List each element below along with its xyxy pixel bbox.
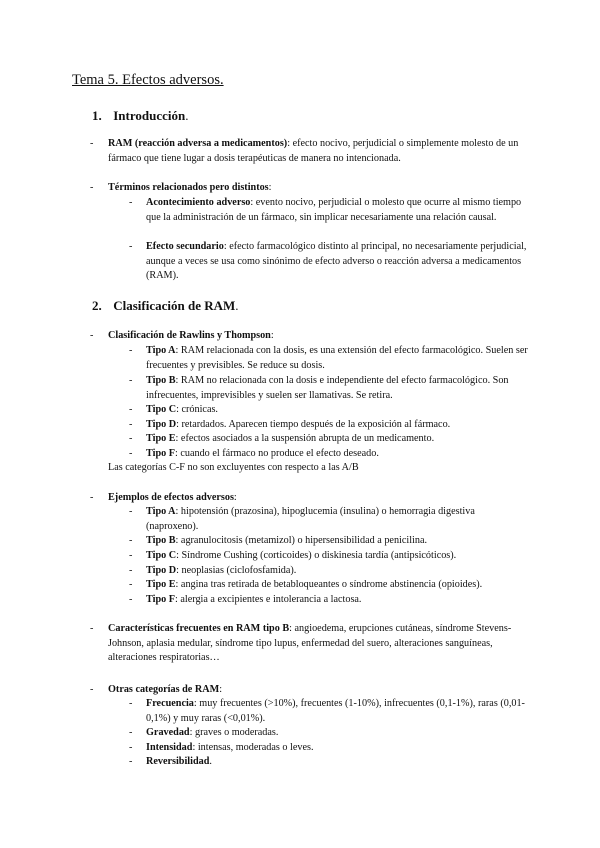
bullet-dash: - xyxy=(90,492,94,503)
list-item: Reversibilidad. xyxy=(146,756,212,767)
bullet-dash: - xyxy=(129,535,133,546)
bullet-dash: - xyxy=(129,550,133,561)
page-title: Tema 5. Efectos adversos. xyxy=(72,72,224,88)
bullet-dash: - xyxy=(129,594,133,605)
bullet-dash: - xyxy=(90,182,94,193)
bullet-dash: - xyxy=(90,623,94,634)
bullet-dash: - xyxy=(129,197,133,208)
bullet-dash: - xyxy=(90,330,94,341)
list-item: Tipo D: neoplasias (ciclofosfamida). xyxy=(146,565,297,576)
list-item: Tipo A: hipotensión (prazosina), hipoglucemia (insulina) o hemorragia digestiva (naproxeno). xyxy=(146,506,475,532)
examples-heading: Ejemplos de efectos adversos: xyxy=(108,492,237,503)
bullet-dash: - xyxy=(129,756,133,767)
characteristics-paragraph: Características frecuentes en RAM tipo B: angioedema, erupciones cutáneas, síndrome Stevens-Johnson, aplasia medular, síndrome tipo lupus, enfermedad del suero, alteraciones sanguíneas, alteraciones respiratorias… xyxy=(108,623,512,664)
section-heading-2: 2. Clasificación de RAM. xyxy=(92,298,239,313)
list-item: Intensidad: intensas, moderadas o leves. xyxy=(146,742,314,753)
bullet-dash: - xyxy=(129,448,133,459)
bullet-dash: - xyxy=(129,742,133,753)
bullet-dash: - xyxy=(129,727,133,738)
bullet-dash: - xyxy=(129,565,133,576)
list-item: Tipo A: RAM relacionada con la dosis, es una extensión del efecto farmacológico. Suelen ser frecuentes y previsibles. Se reduce su dosis. xyxy=(146,345,528,371)
other-categories-heading: Otras categorías de RAM: xyxy=(108,684,223,695)
rawlins-note: Las categorías C-F no son excluyentes con respecto a las A/B xyxy=(108,462,359,473)
section-heading-1: 1. Introducción. xyxy=(92,108,189,123)
bullet-dash: - xyxy=(129,375,133,386)
list-item: Tipo C: crónicas. xyxy=(146,404,218,415)
bullet-dash: - xyxy=(129,241,133,252)
list-item: Tipo F: cuando el fármaco no produce el efecto deseado. xyxy=(146,448,379,459)
list-item: Frecuencia: muy frecuentes (>10%), frecuentes (1-10%), infrecuentes (0,1-1%), raras (0,01-0,1%) y muy raras (<0,01%). xyxy=(146,698,525,724)
list-item: Efecto secundario: efecto farmacológico distinto al principal, no necesariamente perjudicial, aunque a veces se usa como sinónimo de efecto adverso o reacción adversa a medicamentos (RAM). xyxy=(146,241,527,282)
bullet-dash: - xyxy=(129,433,133,444)
ram-definition: RAM (reacción adversa a medicamentos): efecto nocivo, perjudicial o simplemente molesto de un fármaco que tiene lugar a dosis terapéuticas de manera no intencionada. xyxy=(108,138,519,164)
bullet-dash: - xyxy=(129,419,133,430)
list-item: Gravedad: graves o moderadas. xyxy=(146,727,279,738)
list-item: Tipo B: RAM no relacionada con la dosis e independiente del efecto farmacológico. Son infrecuentes, imprevisibles y suelen ser llamativas. Se retira. xyxy=(146,375,509,401)
bullet-dash: - xyxy=(90,138,94,149)
list-item: Tipo E: efectos asociados a la suspensión abrupta de un medicamento. xyxy=(146,433,435,444)
bullet-dash: - xyxy=(90,684,94,695)
bullet-dash: - xyxy=(129,698,133,709)
bullet-dash: - xyxy=(129,579,133,590)
bullet-dash: - xyxy=(129,404,133,415)
list-item: Tipo B: agranulocitosis (metamizol) o hipersensibilidad a penicilina. xyxy=(146,535,428,546)
list-item: Tipo E: angina tras retirada de betabloqueantes o síndrome abstinencia (opioides). xyxy=(146,579,483,590)
rawlins-heading: Clasificación de Rawlins y Thompson: xyxy=(108,330,274,341)
list-item: Tipo F: alergia a excipientes e intolerancia a lactosa. xyxy=(146,594,362,605)
related-terms-heading: Términos relacionados pero distintos: xyxy=(108,182,272,193)
list-item: Acontecimiento adverso: evento nocivo, perjudicial o molesto que ocurre al mismo tiempo que la administración de un fármaco, sin implicar necesariamente una relación causal. xyxy=(146,197,522,223)
list-item: Tipo D: retardados. Aparecen tiempo después de la exposición al fármaco. xyxy=(146,419,451,430)
list-item: Tipo C: Síndrome Cushing (corticoides) o diskinesia tardía (antipsicóticos). xyxy=(146,550,457,561)
bullet-dash: - xyxy=(129,506,133,517)
bullet-dash: - xyxy=(129,345,133,356)
